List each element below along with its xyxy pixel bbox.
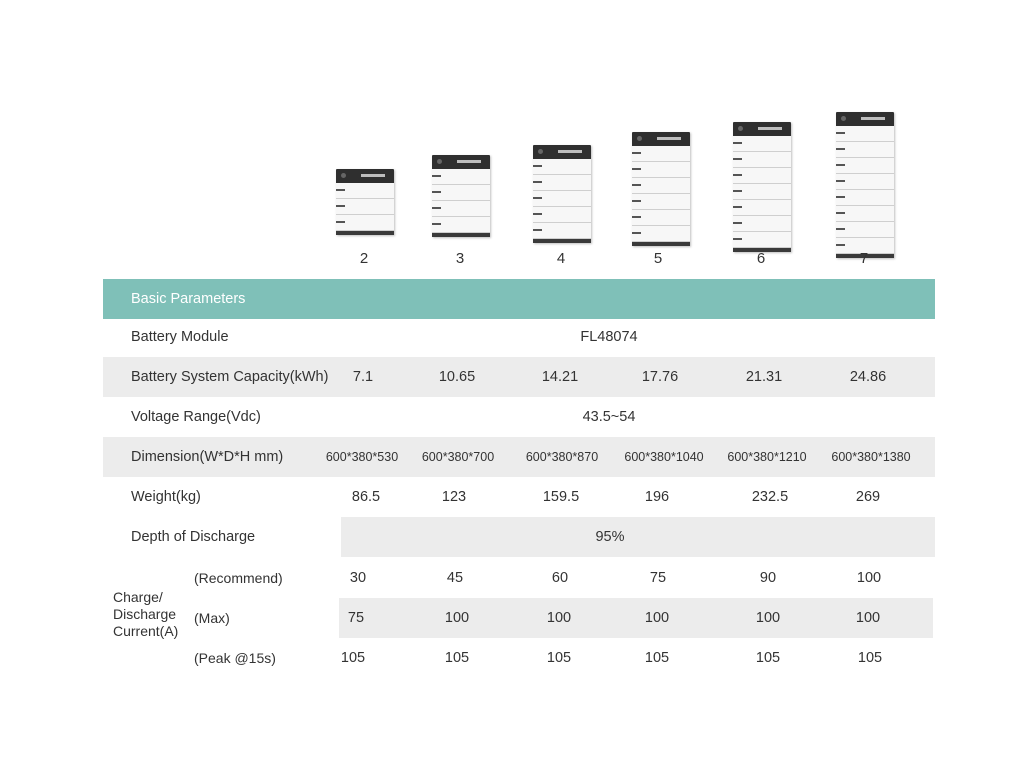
- battery-bms-head: [733, 122, 791, 136]
- table-row-capacity: [103, 357, 935, 397]
- table-cell: 105: [444, 650, 470, 666]
- table-cell: 600*380*700: [421, 450, 495, 464]
- table-cell: 100: [546, 610, 572, 626]
- row-sublabel: (Recommend): [194, 570, 283, 586]
- table-cell: 7.1: [352, 369, 374, 385]
- column-count-7: 7: [859, 250, 869, 267]
- table-cell: 30: [349, 570, 367, 586]
- battery-stack-4-image: [533, 145, 591, 243]
- table-row-recommend: [103, 558, 935, 598]
- table-cell: 269: [855, 489, 881, 505]
- battery-stack-6-image: [733, 122, 791, 252]
- row-label: Dimension(W*D*H mm): [131, 449, 284, 465]
- table-cell: 105: [340, 650, 366, 666]
- table-cell: 21.31: [745, 369, 783, 385]
- table-cell: 60: [551, 570, 569, 586]
- table-cell: 10.65: [438, 369, 476, 385]
- table-cell: 17.76: [641, 369, 679, 385]
- row-label: Battery Module: [131, 329, 229, 345]
- table-cell: 45: [446, 570, 464, 586]
- column-count-2: 2: [359, 250, 369, 267]
- column-count-6: 6: [756, 250, 766, 267]
- table-row-battery-module: [103, 317, 935, 357]
- table-cell: 14.21: [541, 369, 579, 385]
- row-sublabel: (Max): [194, 610, 230, 626]
- table-cell: 600*380*530: [325, 450, 399, 464]
- column-count-5: 5: [653, 250, 663, 267]
- table-cell: 105: [857, 650, 883, 666]
- table-cell: 75: [649, 570, 667, 586]
- row-label: Voltage Range(Vdc): [131, 409, 261, 425]
- table-row-dod: [103, 517, 935, 557]
- table-row-voltage: [103, 397, 935, 437]
- battery-stack-5-image: [632, 132, 690, 246]
- table-row-max: [103, 598, 935, 638]
- table-row-peak: [103, 638, 935, 678]
- column-count-4: 4: [556, 250, 566, 267]
- battery-bms-head: [836, 112, 894, 126]
- table-row-weight: [103, 477, 935, 517]
- battery-bms-head: [432, 155, 490, 169]
- battery-stack-3-image: [432, 155, 490, 237]
- table-cell: 100: [856, 570, 882, 586]
- table-cell: 100: [644, 610, 670, 626]
- table-cell: 105: [546, 650, 572, 666]
- battery-stack-2-image: [336, 169, 394, 235]
- column-count-3: 3: [455, 250, 465, 267]
- table-cell: 232.5: [751, 489, 789, 505]
- table-cell: 600*380*1380: [831, 450, 911, 464]
- battery-stack-7-image: [836, 112, 894, 258]
- battery-bms-head: [533, 145, 591, 159]
- table-cell: 159.5: [542, 489, 580, 505]
- row-value: 95%: [595, 529, 625, 545]
- table-cell: 75: [347, 610, 365, 626]
- battery-bms-head: [632, 132, 690, 146]
- current-group-label: Charge/ Discharge Current(A): [113, 589, 179, 639]
- battery-bms-head: [336, 169, 394, 183]
- section-title: Basic Parameters: [131, 291, 246, 307]
- table-cell: 123: [441, 489, 467, 505]
- table-cell: 600*380*1040: [624, 450, 704, 464]
- table-cell: 105: [755, 650, 781, 666]
- row-label: Depth of Discharge: [131, 529, 256, 545]
- table-header-band: [103, 279, 935, 319]
- table-cell: 100: [855, 610, 881, 626]
- table-cell: 196: [644, 489, 670, 505]
- table-cell: 100: [755, 610, 781, 626]
- row-label: Battery System Capacity(kWh): [131, 369, 329, 385]
- table-cell: 105: [644, 650, 670, 666]
- row-value: FL48074: [580, 329, 638, 345]
- row-label: Weight(kg): [131, 489, 201, 505]
- table-cell: 90: [759, 570, 777, 586]
- row-value: 43.5~54: [582, 409, 636, 425]
- table-cell: 100: [444, 610, 470, 626]
- table-cell: 600*380*1210: [727, 450, 807, 464]
- table-row-dimension: [103, 437, 935, 477]
- table-cell: 600*380*870: [525, 450, 599, 464]
- table-cell: 86.5: [351, 489, 381, 505]
- row-sublabel: (Peak @15s): [194, 650, 276, 666]
- table-cell: 24.86: [849, 369, 887, 385]
